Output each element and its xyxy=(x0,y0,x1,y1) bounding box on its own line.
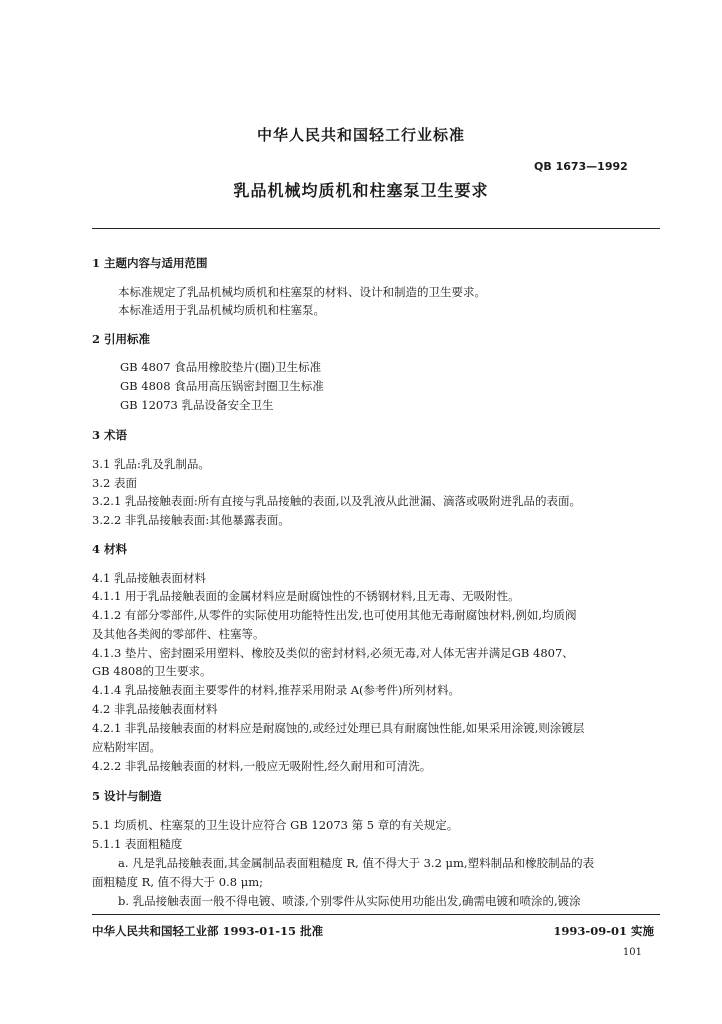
clause-continuation: 应粘附牢固。 xyxy=(92,740,161,754)
clause-continuation: GB 4808的卫生要求。 xyxy=(92,664,212,678)
standard-title: 乳品机械均质机和柱塞泵卫生要求 xyxy=(233,181,489,200)
clause: 4.1.2 有部分零部件,从零件的实际使用功能特性出发,也可使用其他无毒耐腐蚀材料,例如,均质阀 xyxy=(92,608,577,622)
list-item-continuation: 面粗糙度 R, 值不得大于 0.8 μm; xyxy=(92,875,263,889)
clause: 4.1.3 垫片、密封圈采用塑料、橡胶及类似的密封材料,必须无毒,对人体无害并满足GB 4807、 xyxy=(92,646,574,660)
clause: 4.2 非乳品接触表面材料 xyxy=(92,702,218,716)
list-item: a. 凡是乳品接触表面,其金属制品表面粗糙度 R, 值不得大于 3.2 μm,塑料制品和橡胶制品的表 xyxy=(118,856,595,870)
clause: 5.1.1 表面粗糙度 xyxy=(92,837,183,851)
section-5-heading: 5 设计与制造 xyxy=(92,789,162,803)
standard-number: QB 1673—1992 xyxy=(534,160,628,173)
clause-continuation: 及其他各类阀的零部件、柱塞等。 xyxy=(92,627,265,641)
paragraph: 本标准适用于乳品机械均质机和柱塞泵。 xyxy=(118,303,325,317)
reference-item: GB 4808 食品用高压锅密封圈卫生标准 xyxy=(120,379,324,393)
clause: 4.1 乳品接触表面材料 xyxy=(92,571,206,585)
page-number: 101 xyxy=(622,947,642,958)
section-3-heading: 3 术语 xyxy=(92,428,128,442)
footer-divider xyxy=(92,914,660,915)
effective-date: 1993-09-01 实施 xyxy=(553,924,654,938)
clause: 4.2.1 非乳品接触表面的材料应是耐腐蚀的,或经过处理已具有耐腐蚀性能,如果采用涂镀,则涂镀层 xyxy=(92,721,585,735)
clause: 3.1 乳品:乳及乳制品。 xyxy=(92,457,210,471)
paragraph: 本标准规定了乳品机械均质机和柱塞泵的材料、设计和制造的卫生要求。 xyxy=(118,285,486,299)
section-4-heading: 4 材料 xyxy=(92,542,128,556)
reference-item: GB 4807 食品用橡胶垫片(圈)卫生标准 xyxy=(120,360,322,374)
clause: 4.1.1 用于乳品接触表面的金属材料应是耐腐蚀性的不锈钢材料,且无毒、无吸附性。 xyxy=(92,589,520,603)
clause: 4.2.2 非乳品接触表面的材料,一般应无吸附性,经久耐用和可清洗。 xyxy=(92,759,432,773)
list-item: b. 乳品接触表面一般不得电镀、喷漆,个别零件从实际使用功能出发,确需电镀和喷涂的,镀涂 xyxy=(118,894,581,908)
clause: 5.1 均质机、柱塞泵的卫生设计应符合 GB 12073 第 5 章的有关规定。 xyxy=(92,818,459,832)
approval-line: 中华人民共和国轻工业部 1993-01-15 批准 xyxy=(92,924,324,938)
clause: 3.2.1 乳品接触表面:所有直接与乳品接触的表面,以及乳液从此泄漏、滴落或吸附进乳品的表面。 xyxy=(92,494,581,508)
issuing-body-heading: 中华人民共和国轻工行业标准 xyxy=(256,126,465,144)
header-divider xyxy=(92,228,660,229)
clause: 3.2.2 非乳品接触表面:其他暴露表面。 xyxy=(92,513,290,527)
clause: 4.1.4 乳品接触表面主要零件的材料,推荐采用附录 A(参考件)所列材料。 xyxy=(92,683,461,697)
reference-item: GB 12073 乳品设备安全卫生 xyxy=(120,398,274,412)
section-2-heading: 2 引用标准 xyxy=(92,332,151,346)
section-1-heading: 1 主题内容与适用范围 xyxy=(92,256,208,270)
clause: 3.2 表面 xyxy=(92,476,137,490)
